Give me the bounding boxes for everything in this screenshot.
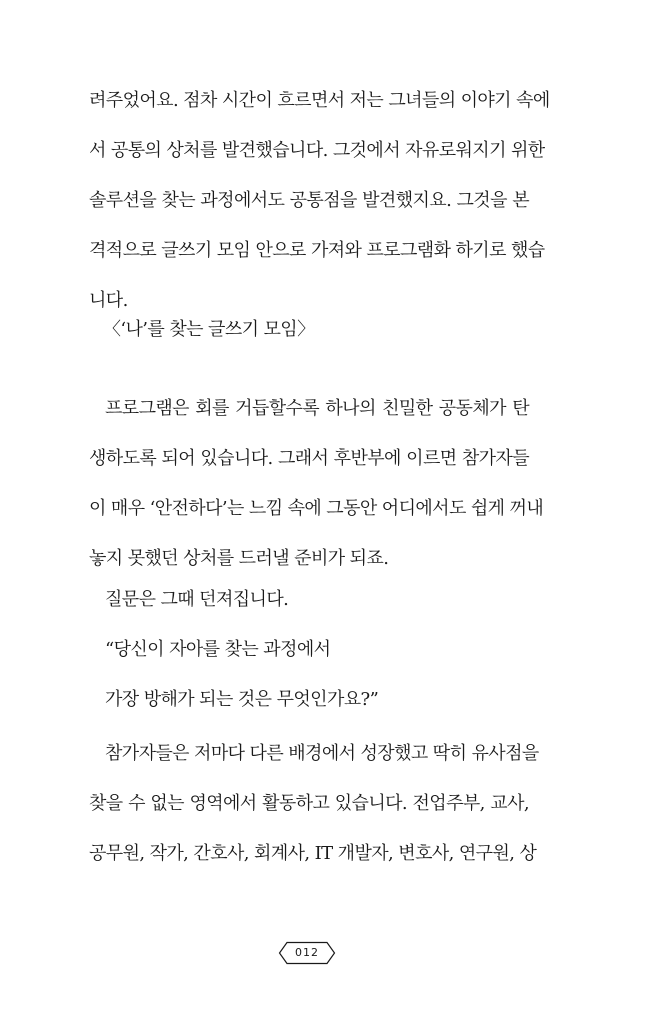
paragraph-2-line-2: 생하도록 되어 있습니다. 그래서 후반부에 이르면 참가자들 bbox=[89, 448, 529, 469]
paragraph-1-line-2: 서 공통의 상처를 발견했습니다. 그것에서 자유로워지기 위한 bbox=[89, 140, 545, 161]
paragraph-3-line-3: 공무원, 작가, 간호사, 회계사, IT 개발자, 변호사, 연구원, 상 bbox=[89, 843, 537, 864]
paragraph-1-line-3: 솔루션을 찾는 과정에서도 공통점을 발견했지요. 그것을 본 bbox=[89, 190, 529, 211]
page-number: 012 bbox=[295, 946, 319, 959]
question-line-2: 가장 방해가 되는 것은 무엇인가요?” bbox=[105, 689, 379, 710]
paragraph-1-line-1: 려주었어요. 점차 시간이 흐르면서 저는 그녀들의 이야기 속에 bbox=[89, 90, 550, 111]
question-intro: 질문은 그때 던져집니다. bbox=[105, 589, 289, 610]
paragraph-2 bbox=[89, 384, 544, 584]
section-heading-text: 〈‘나’를 찾는 글쓰기 모임〉 bbox=[103, 319, 315, 340]
paragraph-2-line-1: 프로그램은 회를 거듭할수록 하나의 친밀한 공동체가 탄 bbox=[105, 398, 529, 419]
paragraph-1-line-4: 격적으로 글쓰기 모임 안으로 가져와 프로그램화 하기로 했습 bbox=[89, 240, 545, 261]
paragraph-2-line-4: 놓지 못했던 상처를 드러낼 준비가 되죠. bbox=[89, 548, 389, 569]
paragraph-3 bbox=[89, 729, 539, 879]
question-line-1: “당신이 자아를 찾는 과정에서 bbox=[105, 639, 331, 660]
paragraph-3-line-2: 찾을 수 없는 영역에서 활동하고 있습니다. 전업주부, 교사, bbox=[89, 793, 529, 814]
paragraph-1 bbox=[89, 76, 550, 326]
page-number-badge bbox=[278, 941, 336, 965]
section-heading bbox=[89, 305, 529, 355]
paragraph-3-line-1: 참가자들은 저마다 다른 배경에서 성장했고 딱히 유사점을 bbox=[105, 743, 539, 764]
paragraph-1-line-5: 니다. bbox=[89, 290, 128, 311]
paragraph-2-line-3: 이 매우 ‘안전하다’는 느낌 속에 그동안 어디에서도 쉽게 꺼내 bbox=[89, 498, 544, 519]
question-block bbox=[89, 575, 529, 725]
